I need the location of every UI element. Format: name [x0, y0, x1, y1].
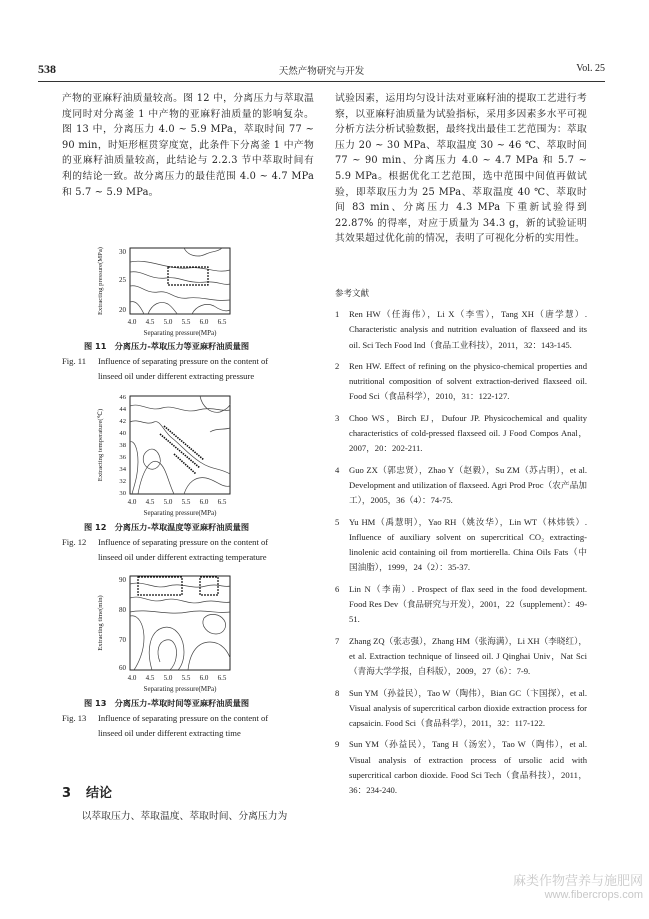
references-heading: 参考文献 — [335, 289, 370, 299]
journal-title: 天然产物研究与开发 — [278, 66, 365, 77]
watermark — [513, 870, 643, 901]
y-tick: 42 — [119, 418, 126, 425]
volume-label: Vol. 25 — [576, 63, 605, 74]
page-number: 538 — [38, 62, 56, 76]
y-tick: 70 — [119, 636, 126, 644]
x-tick: 6.0 — [199, 674, 209, 682]
x-tick: 5.5 — [181, 318, 191, 326]
y-tick: 38 — [119, 442, 126, 449]
x-tick: 6.5 — [217, 318, 227, 326]
reference-item: 4 Guo ZX（郭忠贤），Zhao Y（赵毅），Su ZM（苏占明），et al. Development and utilization of flaxseed. Agri Prod Proc（农产品加工），2005，36（4）：74-75. — [335, 464, 587, 506]
page-header — [38, 62, 605, 78]
y-tick: 36 — [119, 454, 126, 461]
y-tick: 60 — [119, 664, 126, 672]
y-tick: 80 — [119, 606, 126, 614]
figure-13-caption — [62, 696, 317, 741]
y-tick: 32 — [119, 478, 126, 485]
reference-item: 7 Zhang ZQ（张志强），Zhang HM（张海满），Li XH（李晓红），et al. Extraction technique of linseed oil. J Qinghai Univ，Nat Sci（青海大学学报，自科版），2009，27（6）：7-9. — [335, 635, 587, 677]
y-tick: 20 — [119, 306, 126, 314]
reference-item: 8 Sun YM（孙益民），Tao W（陶伟），Bian GC（卞国探），et al. Visual analysis of supercritical carbon dioxide extraction process for capsaicin. Food Sci（食品科学），2011，32：117-122. — [335, 687, 587, 729]
x-tick: 5.0 — [163, 674, 173, 682]
section-heading — [62, 782, 112, 801]
conclusion-paragraph: 以萃取压力、萃取温度、萃取时间、分离压力为 — [81, 811, 288, 822]
x-tick: 4.0 — [127, 498, 137, 506]
figure-11-contour-plot — [88, 240, 268, 340]
figure-12-caption — [62, 520, 317, 565]
reference-item: 5 Yu HM（禹慧明），Yao RH（姚汝华），Lin WT（林炜铁）. Influence of auxiliary solvent on supercritical CO₂ extracting-linolenic acid containing oil from mortierella. China Oils Fats（中国油脂），1999，24（2）：35-37. — [335, 516, 587, 573]
y-tick: 30 — [119, 490, 126, 497]
caption-en-line1: Influence of separating pressure on the content of — [98, 713, 269, 723]
figure-11-caption — [62, 339, 317, 384]
watermark-url: www.fibercrops.com — [544, 889, 643, 901]
reference-item: 3 Choo WS，Birch EJ，Dufour JP. Physicochemical and quality characteristics of cold-pressed flaxseed oil. J Food Compos Anal，2007，20：202-211. — [335, 412, 587, 454]
x-axis-label: Separating pressure(MPa) — [143, 329, 217, 337]
x-tick: 4.5 — [145, 498, 155, 506]
y-axis-label: Extracting temperature(℃) — [97, 408, 104, 482]
y-tick: 44 — [119, 406, 126, 413]
x-tick: 5.0 — [163, 498, 173, 506]
x-axis-label: Separating pressure(MPa) — [143, 509, 217, 517]
x-tick: 4.5 — [145, 318, 155, 326]
reference-item: 2 Ren HW. Effect of refining on the physico-chemical properties and nutritional composition of solvent extraction-derived flaxseed oil. Food Sci（食品科学），2010，31：122-127. — [335, 360, 587, 402]
x-tick: 6.5 — [217, 498, 227, 506]
caption-en-line1: Influence of separating pressure on the content of — [98, 537, 269, 547]
figure-13 — [88, 572, 268, 696]
y-axis-label: Extracting pressure(MPa) — [97, 247, 104, 315]
x-tick: 5.5 — [181, 498, 191, 506]
y-axis-label: Extracting time(min) — [97, 595, 104, 651]
caption-zh: 图 12 分离压力-萃取温度等亚麻籽油质量图 — [84, 522, 250, 532]
figure-12-contour-plot — [88, 392, 268, 520]
y-tick: 30 — [119, 248, 126, 256]
y-tick: 40 — [119, 430, 126, 437]
caption-en-line2: linseed oil under different extracting time — [98, 728, 241, 738]
caption-en-line1: Influence of separating pressure on the content of — [98, 356, 269, 366]
caption-en-label: Fig. 12 — [62, 537, 87, 547]
header-rule — [38, 81, 605, 82]
reference-item: 1 Ren HW（任海伟），Li X（李雪），Tang XH（唐学慧）. Characteristic analysis and nutrition evaluation of flaxseed and its oil. Sci Tech Food Ind（食品工业科技），2011，32：143-145. — [335, 309, 587, 350]
x-axis-label: Separating pressure(MPa) — [143, 685, 217, 693]
x-tick: 4.5 — [145, 674, 155, 682]
figure-13-contour-plot — [88, 572, 268, 696]
reference-item: 9 Sun YM（孙益民），Tang H（汤宏），Tao W（陶伟），et al. Visual analysis of extraction process of ursolic acid with supercritical carbon dioxide. Food Sci Tech（食品科技），2011，36：234-240. — [335, 739, 587, 796]
y-tick: 34 — [119, 466, 126, 473]
x-tick: 4.0 — [127, 674, 137, 682]
left-column-paragraph: 产物的亚麻籽油质量较高。图 12 中，分离压力与萃取温度同时对分离釜 1 中产物的亚麻籽油质量的影响复杂。图 13 中，分离压力 4.0 ~ 5.9 MPa，萃取时间 77 ~ 90 min，时矩形框贯穿度宽，此条件下分离釜 1 中产物的亚麻籽油质量较高，此结论与 2.2.3 节中萃取时间有利的结论一致。故分离压力的最佳范围 4.0 ~ 4.7 MPa 和 5.7 ~ 5.9 MPa。 — [62, 93, 314, 198]
right-column-paragraph: 试验因素，运用均匀设计法对亚麻籽油的提取工艺进行考察，以亚麻籽油质量为试验指标，采用多因素多水平可视分析方法分析试验数据，最终找出最佳工艺范围为：萃取压力 20 ~ 30 MPa、萃取温度 30 ~ 46 ℃、萃取时间 77 ~ 90 min、分离压力 4.0 ~ 4.7 MPa 和 5.7 ~ 5.9 MPa。根据优化工艺范围，选中范围中间值再做试验，即萃取压力为 25 MPa、萃取温度 40 ℃、萃取时间 83 min、分离压力 4.3 MPa 下重新试验得到 22.87% 的得率，对应于质量为 34.3 g，新的试验证明其效果超过优化前的情况，表明了可视化分析的实用性。 — [335, 93, 587, 245]
x-tick: 5.0 — [163, 318, 173, 326]
caption-zh: 图 11 分离压力-萃取压力等亚麻籽油质量图 — [84, 341, 250, 351]
reference-list — [335, 307, 587, 805]
y-tick: 46 — [119, 394, 126, 401]
caption-en-label: Fig. 11 — [62, 356, 87, 366]
x-tick: 6.0 — [199, 498, 209, 506]
caption-en-label: Fig. 13 — [62, 713, 87, 723]
x-tick: 6.5 — [217, 674, 227, 682]
x-tick: 5.5 — [181, 674, 191, 682]
figure-12 — [88, 392, 268, 520]
watermark-title: 麻类作物营养与施肥网 — [512, 874, 643, 889]
y-tick: 25 — [119, 276, 126, 284]
x-tick: 6.0 — [199, 318, 209, 326]
caption-zh: 图 13 分离压力-萃取时间等亚麻籽油质量图 — [84, 698, 250, 708]
figure-11 — [88, 240, 268, 340]
section-number: 3 — [62, 786, 72, 801]
caption-en-line2: linseed oil under different extracting pressure — [98, 371, 255, 381]
caption-en-line2: linseed oil under different extracting temperature — [98, 552, 267, 562]
x-tick: 4.0 — [127, 318, 137, 326]
reference-item: 6 Lin N（李南）. Prospect of flax seed in the food development. Food Res Dev（食品研究与开发），2001，22（supplement）：49-51. — [335, 583, 587, 625]
y-tick: 90 — [119, 576, 126, 584]
section-title: 结论 — [86, 786, 113, 801]
